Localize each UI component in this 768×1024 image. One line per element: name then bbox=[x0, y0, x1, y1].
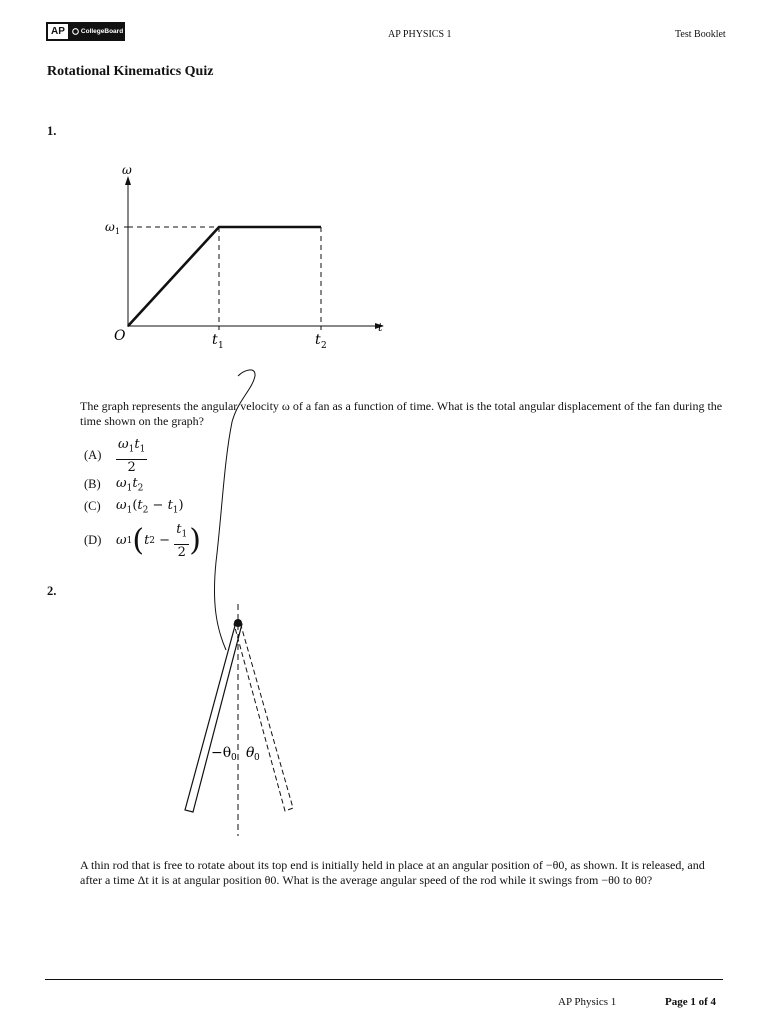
choice-b-label: (B) bbox=[84, 477, 101, 492]
question-1-stem: The graph represents the angular velocity ω of a fan as a function of time. What is the total angular displacement of the fan during the time shown on the graph? bbox=[80, 399, 723, 428]
angular-velocity-graph bbox=[100, 160, 400, 360]
choice-d-label: (D) bbox=[84, 533, 102, 548]
header-subject: AP PHYSICS 1 bbox=[388, 29, 452, 40]
omega-curve bbox=[128, 227, 321, 326]
rod-final bbox=[234, 622, 293, 811]
neg-theta-label: −θ bbox=[211, 745, 232, 761]
page-title: Rotational Kinematics Quiz bbox=[47, 64, 214, 79]
choice-c[interactable] bbox=[84, 498, 184, 516]
choice-b[interactable] bbox=[84, 476, 143, 494]
choice-a-label: (A) bbox=[84, 448, 102, 463]
origin-label: O bbox=[114, 328, 126, 344]
choice-d[interactable] bbox=[84, 522, 201, 560]
logo-brand-text: CollegeBoard bbox=[80, 28, 124, 35]
rod-diagram bbox=[170, 596, 320, 846]
choice-c-label: (C) bbox=[84, 499, 101, 514]
question-2-stem: A thin rod that is free to rotate about its top end is initially held in place at an angular position of −θ0, as shown. It is released, and after a time Δt it is at angular position θ0. What is the average angular speed of the rod while it swings from −θ0 to θ0? bbox=[80, 858, 705, 887]
y-axis-label: ω bbox=[122, 163, 132, 177]
acorn-icon bbox=[72, 28, 79, 35]
rod-initial bbox=[185, 622, 242, 812]
y-axis-arrow-icon bbox=[125, 176, 131, 185]
pos-theta-label: θ bbox=[246, 745, 255, 761]
choice-b-math: $\omega_1t_2$ bbox=[116, 476, 144, 494]
ap-logo bbox=[46, 22, 125, 41]
footer-page: Page 1 of 4 bbox=[665, 996, 717, 1008]
t2-label: t bbox=[315, 332, 321, 348]
logo-brand bbox=[72, 28, 123, 35]
t1-label: t bbox=[212, 332, 218, 348]
logo-ap-mark: AP bbox=[48, 24, 68, 39]
t2-sub: 2 bbox=[321, 341, 327, 351]
choice-a-math: $\frac{\omega_1t_1}{2}$ bbox=[118, 437, 146, 475]
choice-c-math: $\omega_1(t_2 - t_1)$ bbox=[116, 498, 184, 516]
w1-sub: 1 bbox=[115, 227, 121, 236]
question-1-number: 1. bbox=[47, 124, 57, 138]
x-axis-label: t bbox=[378, 321, 383, 334]
choice-d-math: ω 1 ( t 2 − $\frac{t_1}{2}$ ) bbox=[116, 522, 201, 560]
footer-subject: AP Physics 1 bbox=[558, 996, 617, 1008]
t1-sub: 1 bbox=[218, 341, 224, 351]
neg-theta-sub: 0 bbox=[231, 753, 237, 763]
w1-label: ω bbox=[105, 220, 115, 234]
footer-rule bbox=[45, 979, 723, 980]
header-booklet: Test Booklet bbox=[675, 29, 726, 40]
pivot-point bbox=[234, 619, 242, 627]
choice-a[interactable] bbox=[84, 437, 147, 475]
question-2-number: 2. bbox=[47, 584, 57, 598]
pos-theta-sub: 0 bbox=[254, 753, 260, 763]
